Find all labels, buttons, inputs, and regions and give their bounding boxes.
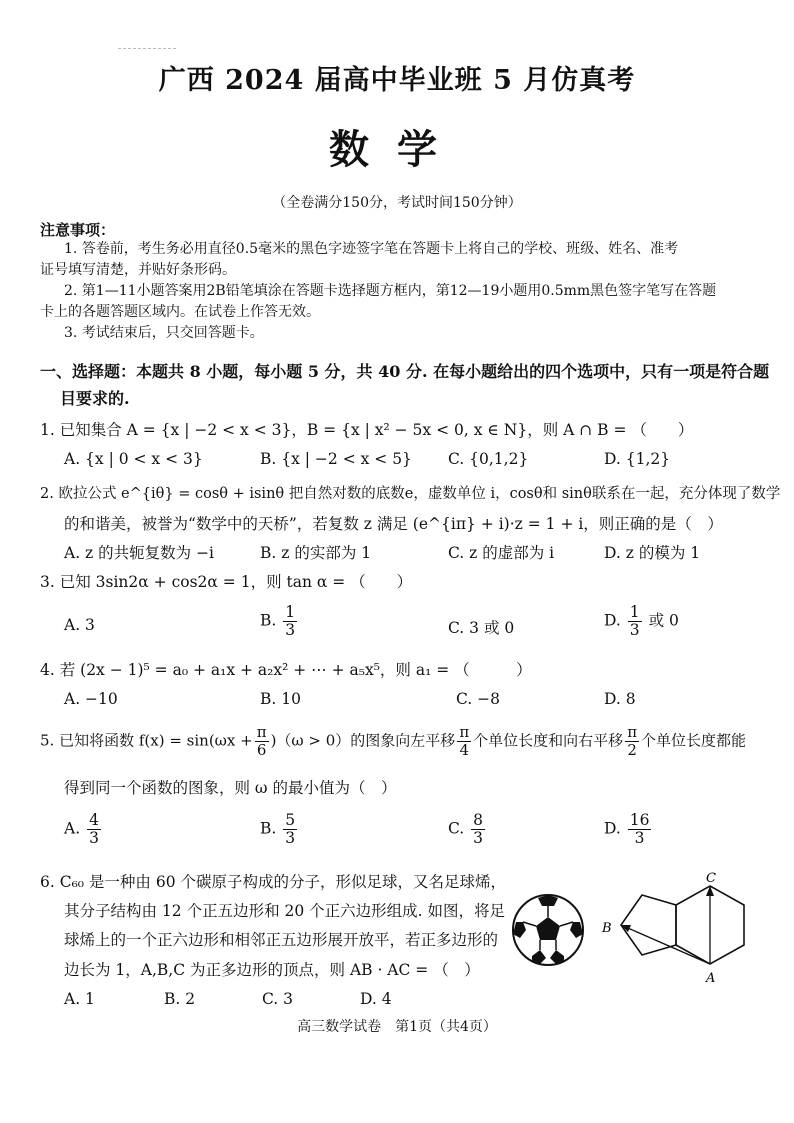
section-heading: 一、选择题：本题共 8 小题，每小题 5 分，共 40 分. 在每小题给出的四个选项中，只有一项是符合题 <box>40 362 770 381</box>
question-4-option-c: C. −8 <box>456 690 501 708</box>
section-heading-cont: 目要求的. <box>60 389 130 408</box>
question-3-option-d: D. $\frac{1}{3}$ 或 0 <box>604 603 679 639</box>
notice-item: 卡上的各题答题区域内。在试卷上作答无效。 <box>40 304 320 320</box>
fraction: $\frac{8}{3}$ <box>473 811 484 847</box>
question-4-option-b: B. 10 <box>260 690 301 708</box>
notice-item: 证号填写清楚，并贴好条形码。 <box>40 262 236 278</box>
notice-item: 2. 第1—11小题答案用2B铅笔填涂在答题卡选择题方框内，第12—19小题用0.5mm黑色签字笔写在答题 <box>64 283 717 299</box>
scan-mark <box>118 48 176 49</box>
question-1-stem: 1. 已知集合 A = {x | −2 < x < 3}，B = {x | x² − 5x < 0, x ∈ N}，则 A ∩ B = （ ） <box>40 421 694 439</box>
fraction: $\frac{\pi}{2}$ <box>627 723 638 759</box>
question-5-line-2: 得到同一个函数的图象，则 ω 的最小值为（ ） <box>64 779 397 797</box>
question-1-option-c: C. {0,1,2} <box>448 450 529 468</box>
question-5-line-1: 5. 已知将函数 f(x) = sin(ωx + $\frac{\pi}{6}$ )（ω > 0）的图象向左平移 $\frac{\pi}{4}$ 个单位长度和向右平移 $\frac{\pi}{2}$ 个单位长度都能 <box>40 723 747 759</box>
fraction: $\frac{16}{3}$ <box>629 811 650 847</box>
notice-heading: 注意事项： <box>40 221 116 239</box>
question-6-line-2: 其分子结构由 12 个正五边形和 20 个正六边形组成. 如图，将足 <box>64 902 506 920</box>
question-4-stem: 4. 若 (2x − 1)⁵ = a₀ + a₁x + a₂x² + ⋯ + a₅x⁵，则 a₁ = （ ） <box>40 661 532 679</box>
question-5-option-b: B. $\frac{5}{3}$ <box>260 811 296 847</box>
polygon-figure <box>596 866 776 990</box>
vertex-a-label: A <box>706 971 716 986</box>
question-2-line-2: 的和谐美，被誉为“数学中的天桥”，若复数 z 满足 (e^{iπ} + i)·z = 1 + i，则正确的是（ ） <box>64 515 723 533</box>
soccer-ball-figure <box>510 892 586 968</box>
question-4-option-a: A. −10 <box>64 690 118 708</box>
question-3-stem: 3. 已知 3sin2α + cos2α = 1，则 tan α = （ ） <box>40 573 413 591</box>
question-6-option-b: B. 2 <box>164 990 196 1008</box>
fraction: $\frac{1}{3}$ <box>629 603 640 639</box>
fraction: $\frac{1}{3}$ <box>285 603 296 639</box>
question-2-option-d: D. z 的模为 1 <box>604 544 701 562</box>
question-6-option-c: C. 3 <box>262 990 294 1008</box>
question-2-option-b: B. z 的实部为 1 <box>260 544 372 562</box>
question-6-line-1: 6. C₆₀ 是一种由 60 个碳原子构成的分子，形似足球，又名足球烯， <box>40 873 507 891</box>
question-6-line-4: 边长为 1，A,B,C 为正多边形的顶点，则 AB · AC = （ ） <box>64 961 480 979</box>
question-6-option-d: D. 4 <box>360 990 392 1008</box>
question-2-line-1: 2. 欧拉公式 e^{iθ} = cosθ + isinθ 把自然对数的底数e，虚数单位 i，cosθ和 sinθ联系在一起，充分体现了数学 <box>40 486 781 502</box>
question-6-line-3: 球烯上的一个正六边形和相邻正五边形展开放平，若正多边形的 <box>64 931 499 949</box>
question-4-option-d: D. 8 <box>604 690 636 708</box>
notice-item: 1. 答卷前，考生务必用直径0.5毫米的黑色字迹签字笔在答题卡上将自己的学校、班级、姓名、准考 <box>64 241 679 257</box>
fraction: $\frac{4}{3}$ <box>89 811 99 847</box>
question-5-option-c: C. $\frac{8}{3}$ <box>448 811 484 847</box>
question-6-option-a: A. 1 <box>64 990 95 1008</box>
question-5-option-d: D. $\frac{16}{3}$ <box>604 811 650 847</box>
page-footer: 高三数学试卷 第1页（共4页） <box>297 1019 497 1035</box>
question-3-option-a: A. 3 <box>64 616 95 634</box>
question-3-option-c: C. 3 或 0 <box>448 619 515 637</box>
vertex-b-label: B <box>602 921 612 936</box>
question-1-option-b: B. {x | −2 < x < 5} <box>260 450 412 468</box>
question-1-option-a: A. {x | 0 < x < 3} <box>64 450 203 468</box>
subject-title: 数学 <box>329 126 465 173</box>
exam-title: 广西 2024 届高中毕业班 5 月仿真考 <box>158 65 636 96</box>
question-1-option-d: D. {1,2} <box>604 450 671 468</box>
question-2-option-c: C. z 的虚部为 i <box>448 544 555 562</box>
fraction: $\frac{\pi}{6}$ <box>256 723 267 759</box>
question-2-option-a: A. z 的共轭复数为 −i <box>64 544 215 562</box>
fraction: $\frac{\pi}{4}$ <box>459 723 470 759</box>
vertex-c-label: C <box>706 871 716 886</box>
notice-item: 3. 考试结束后，只交回答题卡。 <box>64 325 264 341</box>
question-3-option-b: B. $\frac{1}{3}$ <box>260 603 296 639</box>
fraction: $\frac{5}{3}$ <box>285 811 296 847</box>
question-5-option-a: A. $\frac{4}{3}$ <box>64 811 99 847</box>
exam-meta: （全卷满分150分，考试时间150分钟） <box>272 195 522 211</box>
